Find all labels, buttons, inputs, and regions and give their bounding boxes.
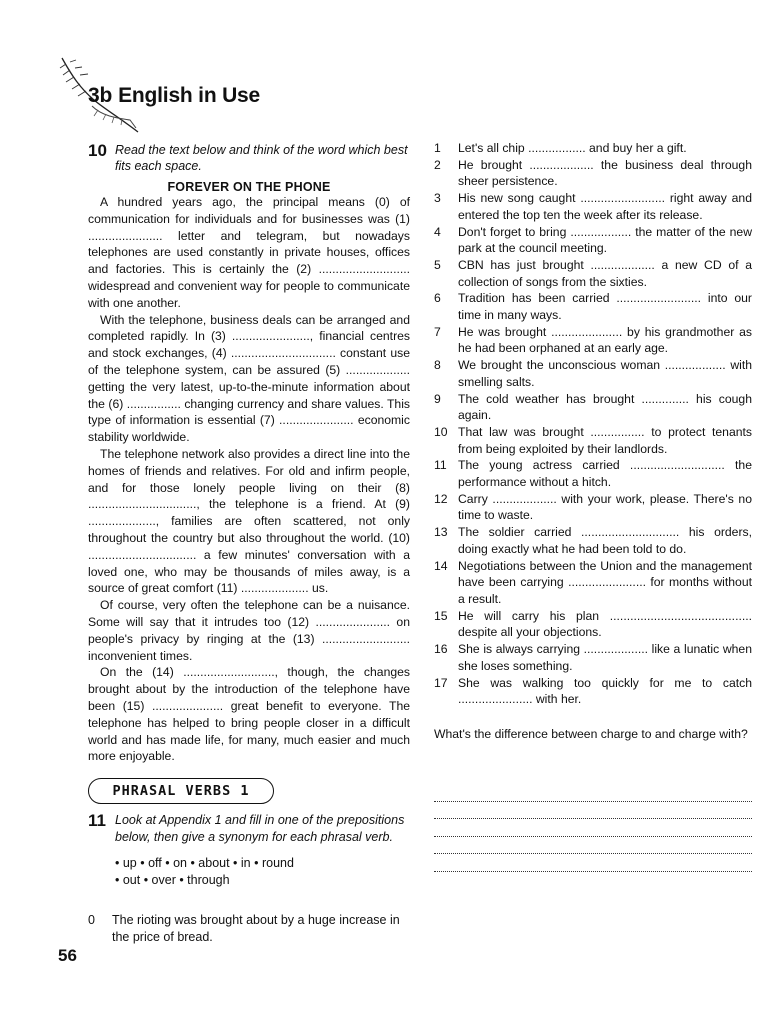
sentence-number: 10 <box>434 424 448 439</box>
example-text: The rioting was brought about by a huge increase in the price of bread. <box>112 913 400 944</box>
sentence-item <box>434 641 752 674</box>
exercise-11-header <box>88 812 410 845</box>
page-number: 56 <box>58 946 77 965</box>
sentence-item <box>434 558 752 608</box>
sentence-number: 5 <box>434 257 441 272</box>
sentence-number: 7 <box>434 324 441 339</box>
sentence-text: CBN has just brought ................... a new CD of a collection of songs from the sixties. <box>458 257 752 289</box>
exercise-number: 10 <box>88 141 107 160</box>
sentence-item <box>434 257 752 290</box>
passage <box>88 194 410 765</box>
example-sentence <box>88 912 410 946</box>
sentence-text: His new song caught ......................... right away and entered the top ten the week after its release. <box>458 191 752 222</box>
sentence-text: We brought the unconscious woman .................. with smelling salts. <box>458 358 752 389</box>
sentence-text: The young actress carried ............................ the performance without a hitch. <box>458 458 752 490</box>
sentence-item <box>434 491 752 524</box>
passage-paragraph: With the telephone, business deals can be arranged and completed rapidly. In (3) ......................., financial centres and stock exchanges, (4) ............................... constant use of the telephone system, can be assured (5) ................... getting the very latest, up-to-the-minute information about the (6) ................ changing currency and share values. This type of information is essential (7) ...................... economic stability worldwide. <box>88 312 410 445</box>
sentence-number: 6 <box>434 291 441 306</box>
sentence-number: 16 <box>434 642 448 657</box>
answer-line[interactable] <box>434 802 752 820</box>
sentence-item <box>434 608 752 641</box>
sentence-text: That law was brought ................ to protect tenants from being exploited by their landlords. <box>458 424 752 456</box>
sentence-number: 8 <box>434 358 441 373</box>
sentence-text: She is always carrying ................... like a lunatic when she loses something. <box>458 642 752 673</box>
preposition-list <box>115 855 410 889</box>
exercise-10 <box>88 142 410 765</box>
answer-line[interactable] <box>434 784 752 802</box>
question: What's the difference between charge to and charge with? <box>434 727 748 741</box>
passage-paragraph: The telephone network also provides a direct line into the homes of friends and relatives. For old and infirm people, and for those lonely people living on their (8) ................................, the telephone is a friend. At (9) ...................., families are often scattered, not only throughout the country but also throughout the world. (10) ................................ a few minutes' conversation with a loved one, who may be thousands of miles away, is a source of great comfort (11) .................... us. <box>88 446 410 596</box>
unit-code: 3b <box>88 84 113 107</box>
sentence-text: Negotiations between the Union and the management have been carrying ....................... for months without a result. <box>458 558 752 606</box>
example-number: 0 <box>88 913 95 927</box>
sentence-number: 11 <box>434 458 447 473</box>
sentence-text: He brought ................... the business deal through sheer persistence. <box>458 157 752 189</box>
text-title: FOREVER ON THE PHONE <box>167 180 331 194</box>
sentence-text: Tradition has been carried ......................... into our time in many ways. <box>458 291 752 323</box>
section-banner <box>88 778 274 804</box>
section-banner-label: PHRASAL VERBS 1 <box>112 783 250 799</box>
sentence-text: Let's all chip ................. and buy her a gift. <box>458 141 687 155</box>
sentence-number: 15 <box>434 608 448 623</box>
preposition-line: • up • off • on • about • in • round <box>115 856 294 870</box>
sentence-item <box>434 524 752 557</box>
sentence-item <box>434 290 752 323</box>
passage-paragraph: Of course, very often the telephone can be a nuisance. Some will say that it intrudes too (12) ...................... on people's privacy by ringing at the (13) .......................... inconvenient times. <box>88 598 410 663</box>
sentence-item <box>434 157 752 190</box>
sentence-item <box>434 457 752 490</box>
exercise-instruction: Look at Appendix 1 and fill in one of the prepositions below, then give a synonym for each phrasal verb. <box>115 813 405 844</box>
sentence-number: 13 <box>434 525 448 540</box>
sentence-item <box>434 391 752 424</box>
passage-paragraph: A hundred years ago, the principal means (0) of communication for individuals and for businesses was (1) ...................... letter and telegram, but nowadays telephones are used constantly in private houses, offices and factories. This is certainly the (2) ........................... widespread and convenient way for people to communicate with one another. <box>88 195 410 310</box>
sentence-number: 12 <box>434 491 448 506</box>
passage-paragraph: On the (14) ..........................., though, the changes brought about by the introduction of the telephone have been (15) ..................... great benefit to everyone. The telephone has helped to bring people closer in a difficult world and has made life, for many, much easier and much more enjoyable. <box>88 665 410 764</box>
answer-line[interactable] <box>434 854 752 872</box>
unit-header <box>58 56 318 136</box>
answer-lines <box>434 784 752 872</box>
sentence-item <box>434 324 752 357</box>
sentence-text: The cold weather has brought .............. his cough again. <box>458 391 752 423</box>
sentence-number: 3 <box>434 191 441 206</box>
sentence-number: 4 <box>434 224 441 239</box>
sentence-number: 9 <box>434 391 441 406</box>
sentence-text: He was brought ..................... by his grandmother as he had been orphaned at an early age. <box>458 324 752 356</box>
unit-title-text: English in Use <box>118 84 261 107</box>
exercise-10-header <box>88 142 410 174</box>
sentence-item <box>434 190 752 223</box>
sentence-item <box>434 424 752 457</box>
sentence-item <box>434 140 752 157</box>
sentence-item <box>434 675 752 708</box>
sentence-number: 14 <box>434 558 448 573</box>
exercise-instruction: Read the text below and think of the word which best fits each space. <box>115 143 408 173</box>
sentence-text: Carry ................... with your work, please. There's no time to waste. <box>458 491 752 523</box>
sentence-text: Don't forget to bring .................. the matter of the new park at the council meeting. <box>458 224 752 256</box>
sentence-number: 2 <box>434 157 441 172</box>
sentence-list <box>434 140 752 708</box>
sentence-text: He will carry his plan .......................................... despite all your objections. <box>458 608 752 640</box>
sentence-item <box>434 224 752 257</box>
sentence-item <box>434 357 752 390</box>
sentence-text: She was walking too quickly for me to catch ...................... with her. <box>458 675 752 707</box>
sentence-number: 1 <box>434 141 441 155</box>
sentence-text: The soldier carried ............................. his orders, doing exactly what he had been told to do. <box>458 525 752 556</box>
unit-title <box>88 84 260 108</box>
answer-line[interactable] <box>434 837 752 855</box>
sentence-number: 17 <box>434 675 448 690</box>
answer-line[interactable] <box>434 819 752 837</box>
exercise-11 <box>88 812 410 889</box>
preposition-line: • out • over • through <box>115 873 230 887</box>
exercise-number: 11 <box>88 811 106 830</box>
